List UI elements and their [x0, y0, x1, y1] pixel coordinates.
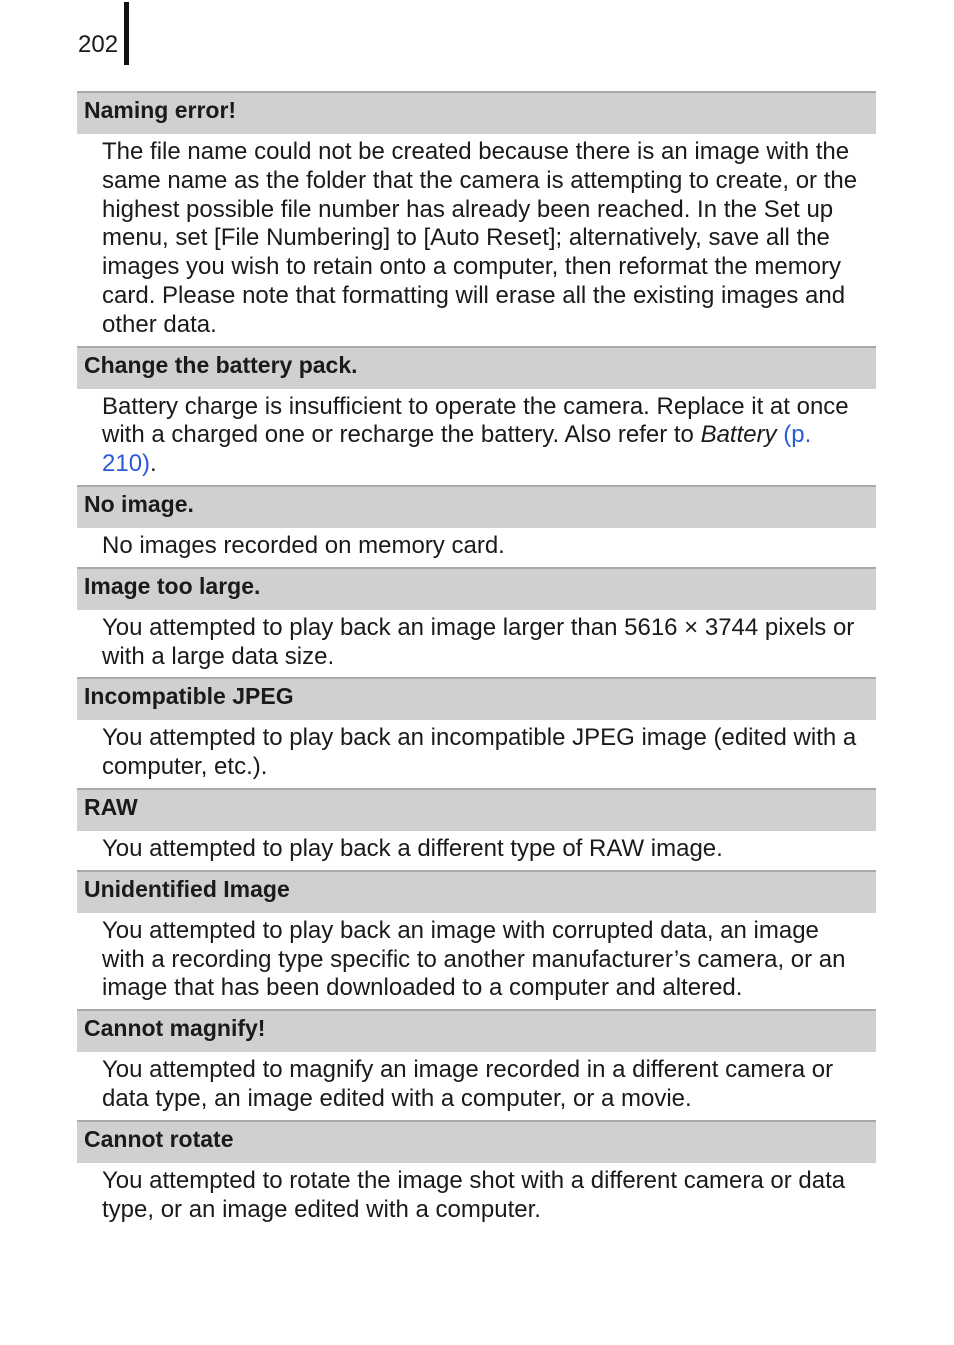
- entry-description-text: Battery charge is insufficient to operate the camera. Replace it at once with a charged one or recharge the battery. Also refer to: [102, 392, 849, 449]
- entry-description-end: .: [150, 450, 157, 478]
- entry-cannot-rotate: [77, 1120, 876, 1231]
- entry-raw: [77, 788, 876, 870]
- entry-image-too-large: [77, 567, 876, 678]
- entry-unidentified-image: [77, 870, 876, 1009]
- entry-description: You attempted to magnify an image recorded in a different camera or data type, an image edited with a computer, or a movie.: [102, 1056, 834, 1112]
- entry-naming-error: [77, 91, 876, 346]
- entry-description: You attempted to play back an incompatible JPEG image (edited with a computer, etc.).: [102, 724, 857, 781]
- entry-incompatible-jpeg: [77, 677, 876, 788]
- page-number-bar: [124, 2, 129, 65]
- page-number: 202: [78, 31, 119, 58]
- entry-title: No image.: [77, 485, 876, 528]
- entry-title: Change the battery pack.: [77, 346, 876, 389]
- entry-description: You attempted to rotate the image shot with a different camera or data type, or an image edited with a computer.: [102, 1166, 846, 1223]
- entry-change-battery: [77, 346, 876, 485]
- entry-description: The file name could not be created because there is an image with the same name as the folder that the camera is attempting to create, or the highest possible file number has already been reached. In the Set up menu, set [File Numbering] to [Auto Reset]; alternatively, save all the images you wish to retain onto a computer, then reformat the memory card. Please note that formatting will erase all the existing images and other data.: [102, 138, 858, 338]
- entry-title: Incompatible JPEG: [77, 677, 876, 720]
- page-reference-link[interactable]: (p. 210): [102, 421, 812, 478]
- entry-title: Naming error!: [77, 91, 876, 134]
- error-message-list: [77, 91, 876, 1230]
- entry-description: No images recorded on memory card.: [102, 531, 505, 559]
- entry-description: [77, 389, 876, 485]
- entry-title: Cannot rotate: [77, 1120, 876, 1163]
- entry-title: RAW: [77, 788, 876, 831]
- entry-description: You attempted to play back a different type of RAW image.: [102, 834, 723, 862]
- entry-title: Cannot magnify!: [77, 1009, 876, 1052]
- entry-title: Image too large.: [77, 567, 876, 610]
- entry-no-image: [77, 485, 876, 567]
- entry-cannot-magnify: [77, 1009, 876, 1120]
- entry-title: Unidentified Image: [77, 870, 876, 913]
- entry-description-italic: Battery: [700, 421, 777, 449]
- entry-description: You attempted to play back an image with corrupted data, an image with a recording type specific to another manufacturer’s camera, or an image that has been downloaded to a computer and altered.: [102, 916, 846, 1002]
- entry-description: You attempted to play back an image larger than 5616 × 3744 pixels or with a large data size.: [102, 613, 855, 670]
